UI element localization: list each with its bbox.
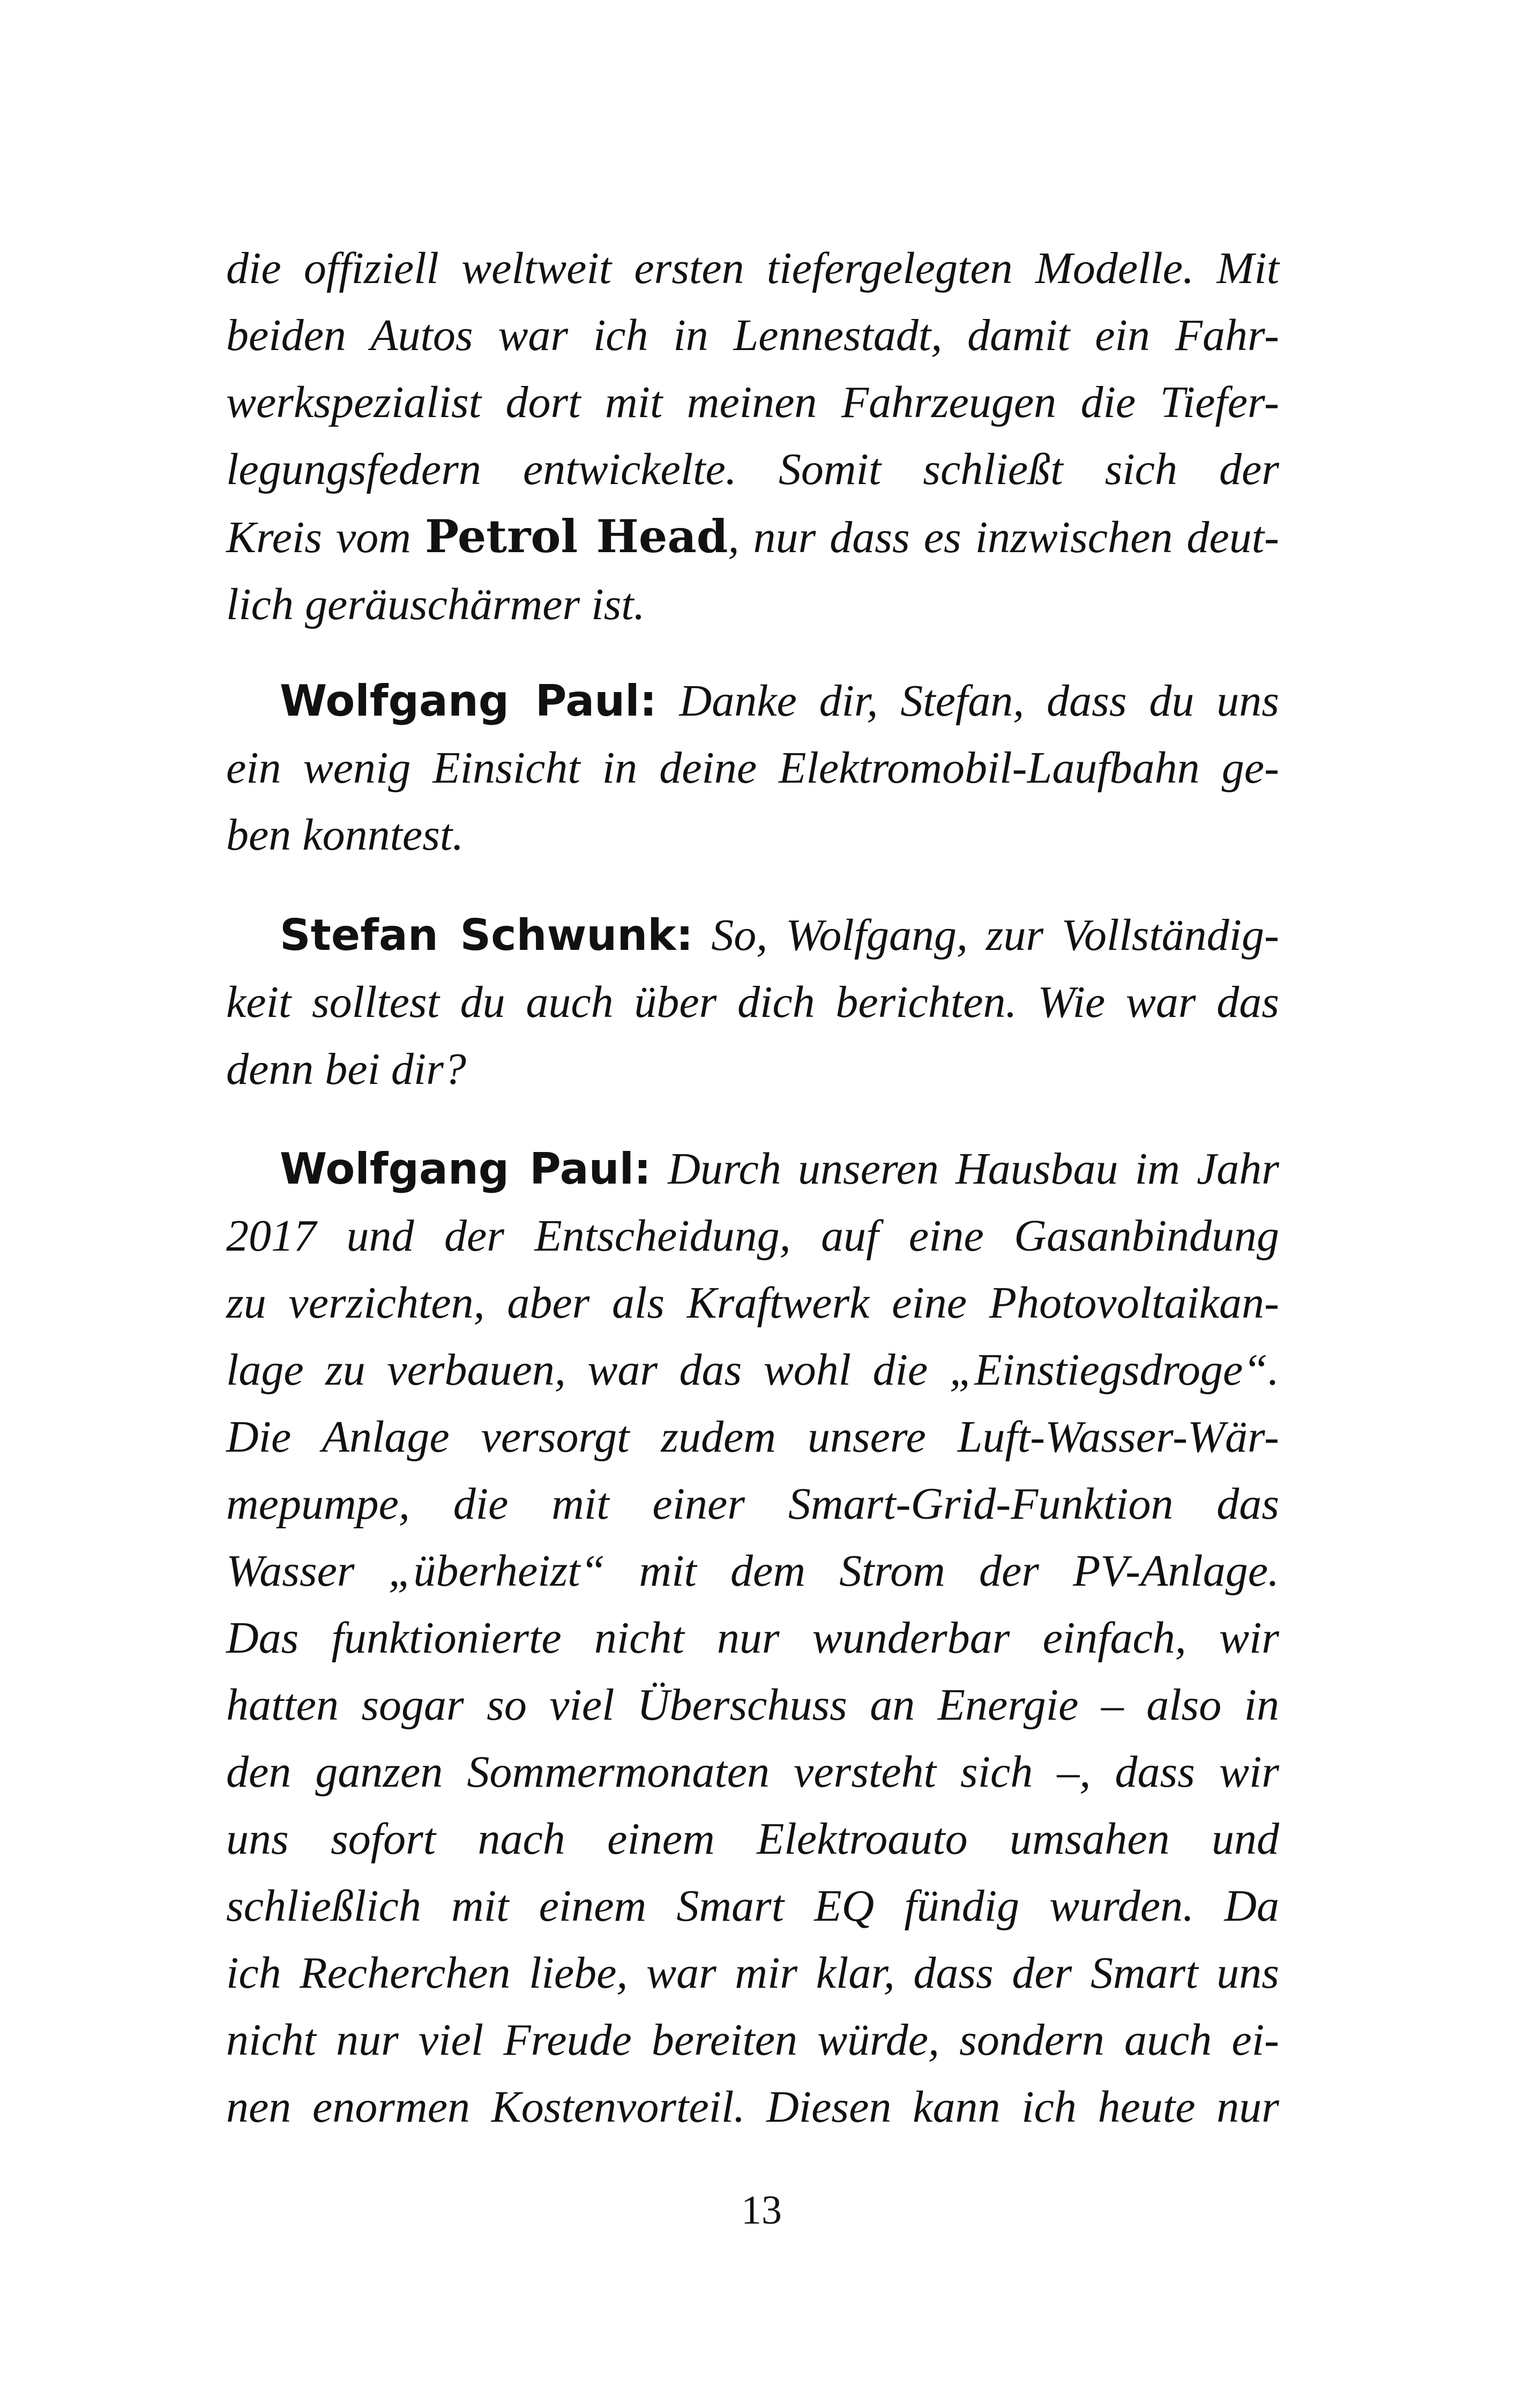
emphasized-term: Petrol Head — [424, 510, 728, 563]
text-line: zu verzichten, aber als Kraftwerk eine Photovoltaikan- — [226, 1278, 1279, 1328]
text-line: nen enormen Kostenvorteil. Diesen kann ich heute nur — [226, 2082, 1279, 2132]
text-line: legungsfedern entwickelte. Somit schließt sich der — [226, 444, 1279, 494]
page-number: 13 — [741, 2188, 782, 2233]
text-line: beiden Autos war ich in Lennestadt, damit ein Fahr- — [226, 310, 1279, 360]
text-line-with-speaker — [226, 902, 1279, 969]
text-line: Das funktionierte nicht nur wunderbar einfach, wir — [226, 1613, 1279, 1663]
text-line: uns sofort nach einem Elektroauto umsahen und — [226, 1814, 1279, 1864]
text-line: schließlich mit einem Smart EQ fündig wurden. Da — [226, 1881, 1279, 1931]
speaker-name: Stefan Schwunk: — [280, 910, 693, 960]
paragraph-stefan-question — [226, 902, 1279, 1103]
text-line: denn bei dir? — [226, 1044, 466, 1094]
text-line: keit solltest du auch über dich berichten. Wie war das — [226, 977, 1279, 1027]
paragraph-intro — [226, 235, 1279, 638]
text-line: Die Anlage versorgt zudem unsere Luft-Wasser-Wär- — [226, 1412, 1279, 1462]
text-fragment: Danke dir, Stefan, dass du uns — [656, 676, 1279, 726]
text-line: ben konntest. — [226, 810, 464, 860]
paragraph-wolfgang-answer — [226, 1135, 1279, 2141]
paragraph-wolfgang-thanks — [226, 667, 1279, 868]
text-line: die offiziell weltweit ersten tiefergelegten Modelle. Mit — [226, 243, 1279, 293]
text-line: ich Recherchen liebe, war mir klar, dass der Smart uns — [226, 1948, 1279, 1998]
text-line: lich geräuschärmer ist. — [226, 579, 645, 629]
speaker-name: Wolfgang Paul: — [280, 676, 657, 726]
text-line: werkspezialist dort mit meinen Fahrzeugen die Tiefer- — [226, 377, 1279, 427]
text-line-with-speaker — [226, 1135, 1279, 1202]
text-line: Wasser „überheizt“ mit dem Strom der PV-Anlage. — [226, 1546, 1279, 1596]
speaker-name: Wolfgang Paul: — [280, 1144, 651, 1194]
text-line: lage zu verbauen, war das wohl die „Einstiegsdroge“. — [226, 1345, 1279, 1395]
text-line: mepumpe, die mit einer Smart-Grid-Funktion das — [226, 1479, 1279, 1529]
text-line: 2017 und der Entscheidung, auf eine Gasanbindung — [226, 1211, 1279, 1261]
text-line: nicht nur viel Freude bereiten würde, sondern auch ei- — [226, 2015, 1279, 2065]
text-line: ein wenig Einsicht in deine Elektromobil-Laufbahn ge- — [226, 743, 1279, 793]
text-fragment: Kreis vom — [226, 512, 425, 562]
text-fragment: , nur dass es inzwischen deut- — [728, 512, 1280, 562]
text-fragment: Durch unseren Hausbau im Jahr — [651, 1144, 1279, 1194]
text-line-with-speaker — [226, 667, 1279, 734]
text-fragment: So, Wolfgang, zur Vollständig- — [693, 910, 1279, 960]
text-line: den ganzen Sommermonaten versteht sich –, dass wir — [226, 1747, 1279, 1797]
text-line: hatten sogar so viel Überschuss an Energie – also in — [226, 1680, 1279, 1730]
text-line-with-emphasis — [226, 503, 1279, 571]
